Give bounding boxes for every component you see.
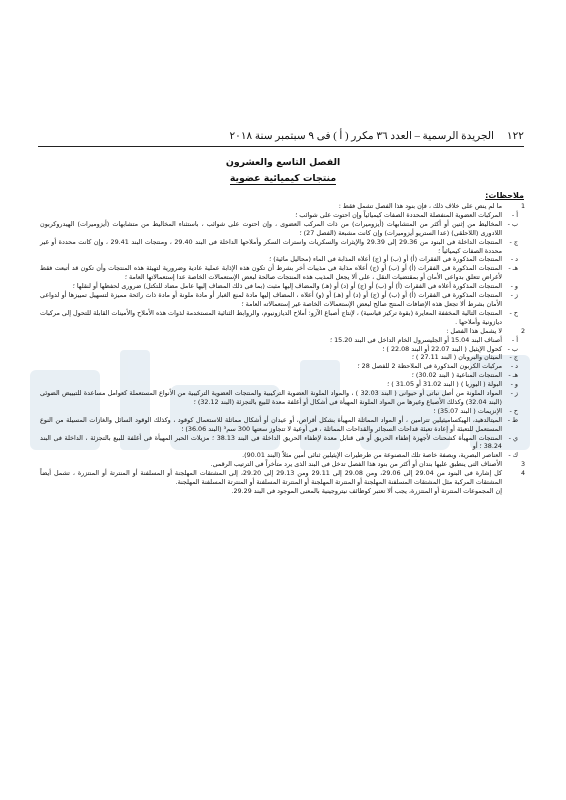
item-letter: هـ - [508, 371, 518, 380]
note-text: المخاليط من إثنين أو أكثر من المتشابهات (أيزوميرات) من ذات المركب العضوى ، وإن احتوت على شوائب ، باستثناء المخاليط من متشابهات (أيزوميرات) الهيدروكربون اللادورى (اللاحلقى) (عدا الستريو أيزوميرات) وإن كانت مشبعة (الفصل 27) ؛ [40, 219, 502, 237]
note-text: المنتجات الداخلة فى البنود من 29.36 إلى 29.39 والإيثرات والسكريات واسترات السكر وأملاحها الداخلة فى البند 29.40 ، ومنتجات البند 29.41 ، وإن كانت محددة أو غير محددة الصفات كيميائياً ؛ [40, 237, 503, 255]
note-text: لا يشمل هذا الفصل : [446, 326, 502, 335]
note-line [40, 211, 528, 220]
page-number: ١٢٢ [506, 131, 524, 142]
item-letter: د - [510, 255, 518, 264]
note-text: مركبات الكربون المذكورة فى الملاحظة 2 للفصل 28 ؛ [357, 362, 502, 371]
note-text: الميثان والبروبان ( البند 27.11 ) ؛ [411, 353, 502, 362]
item-letter: د - [510, 362, 518, 371]
chapter-subtitle: منتجات كيميائية عضوية [229, 173, 337, 184]
note-text: المنتجات المذكورة فى الفقرات (أ) أو (ب) أو (ج) أعلاه مذابة فى مذيبات أخر بشرط أن تكون هذه الإذابة عملية عادية وضرورية لتهيئة هذه المنتجات وأن تكون قد أتبعت فقط لأغراض تتعلق بدواعى الأمان أو بمقتضيات النقل ، على ألا يجعل المذيب هذه المنتجات صالحة لبعض الإستعمالات الخاصة عدا إستعمالاتها العامة ؛ [40, 264, 502, 282]
note-line [40, 291, 528, 309]
notes-heading: ملاحظات: [485, 191, 524, 200]
note-text: كل إشارة فى البنود من 29.04 إلى 29.06، ومن 29.08 إلى 29.11 ومن 29.13 إلى 29.20، إلى المشتقات المهلجنة أو المسلفنة أو المنترتة أو المنتزرة ، تشمل أيضاً المشتقات المركبة مثل المشتقات المسلفنة المهلجنة أو المنترتة المهلجنة أو المنترتة المسلفنة أو المنترتة المسلفنة المهلجنة. [40, 469, 502, 487]
note-line [40, 282, 528, 291]
item-letter: ب - [507, 219, 518, 228]
notes-body [40, 202, 528, 496]
note-text: الأصناف التى ينطبق عليها بندان أو أكثر من بنود هذا الفصل تدخل فى البند الذى يرد متأخراً فى الترتيب الرقمى. [210, 460, 502, 469]
note-line [40, 362, 528, 371]
item-letter: هـ - [508, 264, 518, 273]
item-letter: أ - [511, 335, 518, 344]
note-line [40, 416, 528, 434]
gazette-title: الجريدة الرسمية – العدد ٣٦ مكرر ( أ ) فى ٩ سبتمبر سنة ٢٠١٨ [229, 131, 494, 142]
item-letter: ز - [510, 389, 518, 398]
note-text: المنتجات المناعية ( البند 30.02) ؛ [411, 371, 502, 380]
item-letter: أ - [511, 210, 518, 219]
note-line [40, 380, 528, 389]
item-letter: ز - [510, 291, 518, 300]
chapter-title: الفصل التاسع والعشرون [225, 157, 341, 168]
note-text: البولة ( اليوريا ) ( البند 31.02 أو 31.05 ) ؛ [387, 380, 502, 389]
note-number: 3 [520, 460, 526, 469]
note-text: ما لم ينص على خلاف ذلك ، فإن بنود هذا الفصل تشمل فقط : [338, 202, 502, 210]
note-line [40, 371, 528, 380]
note-text: كحول الإيثيل ( البند 22.07 أو البند 22.08 ) ؛ [382, 344, 502, 353]
note-line [40, 264, 528, 282]
note-line [40, 353, 528, 362]
item-letter: ح - [509, 308, 518, 317]
note-line [40, 238, 528, 256]
note-line [40, 389, 528, 407]
note-line [40, 202, 528, 211]
note-text: العناصر البصرية، وبصفة خاصة تلك المصنوعة من طرطيرات الإيثيلين ثنائى أمين مثلاً (البند 90.01). [242, 451, 502, 460]
page-header [38, 130, 524, 147]
note-text: المواد الملونة من أصل نباتى أو حيوانى ( البند 32.03 ) ، والمواد الملونة العضوية التركيبية والمنتجات العضوية التركيبية من الأنواع المستعملة كعوامل مساعدة للتبييض الضوئى (البند 32.04) وكذلك الأصباغ وغيرها من المواد الملونة المهيأة فى أشكال أو أغلفة معدة للبيع بالتجزئة (البند 32.12) ؛ [40, 389, 502, 406]
item-letter: و - [510, 380, 518, 389]
item-letter: ح - [509, 406, 518, 415]
note-line [40, 220, 528, 238]
note-line [40, 327, 528, 336]
item-letter: و - [510, 282, 518, 291]
note-line [40, 309, 528, 327]
note-text: المنتجات المهيأة كشحنات لأجهزة إطفاء الحريق أو فى قنابل معدة لإطفاء الحريق الداخلة فى البند 38.13 ؛ مزيلات الحبر المهيأة فى أغلفة للبيع بالتجزئة ، الداخلة فى البند 38.24 ؛ أو [40, 433, 502, 451]
note-text: المنتجات المذكورة فى الفقرات (أ) أو (ب) أو (ج) أعلاه المذابة فى الماء (محاليل مائية) ؛ [269, 255, 502, 264]
note-number: 4 [520, 469, 526, 478]
note-line [40, 345, 528, 354]
note-line [40, 460, 528, 469]
note-number: 1 [520, 202, 526, 210]
note-line [40, 407, 528, 416]
note-line [40, 336, 528, 345]
item-letter: ج - [509, 353, 518, 362]
note-line [40, 487, 528, 496]
note-text: المنتجات المذكورة أعلاه فى الفقرات (أ) أو (ب) أو (ج) أو (د) أو (هـ) والمضاف إليها مثبت (بما فى ذلك المضاف إليها عامل مضاد للتكتل) ضرورى لحفظها أو لنقلها ؛ [72, 282, 502, 291]
item-letter: ط - [507, 415, 518, 424]
note-text: الإنزيمات ( البند 35.07) ؛ [433, 406, 502, 415]
note-line [40, 451, 528, 460]
note-text: المنتجات التالية المخففة المعايرة (بقوة تركيز قياسية) ، لإنتاج أصباغ الآزو: أملاح الديازونيوم، والروابط الثنائية المستخدمة لذوات هذه الأملاح والأمينات القابلة للتحول إلى مركبات ديازونية وأملاحها . [40, 308, 502, 326]
note-text: إن المجموعات المنترتة أو المنتزرة، يجب ألا تعتبر كوظائف نيتروجينية بالمعنى الموجود فى البند 29.29. [231, 487, 502, 495]
note-text: أصناف البند 15.04 أو الجليسرول الخام الداخل فى البند 15.20 ؛ [329, 335, 502, 344]
note-line [40, 434, 528, 452]
note-line [40, 469, 528, 487]
item-letter: ي - [508, 433, 518, 442]
item-letter: ج - [509, 237, 518, 246]
item-letter: ك - [508, 451, 518, 460]
note-line [40, 255, 528, 264]
item-letter: ب - [507, 344, 518, 353]
note-text: الميتالدهيد، الهيكساميثيلين تترامين ، أو المواد المماثلة المهيأة بشكل أقراص، أو عيدان أو أشكال مماثلة للاستعمال كوقود ، وكذلك الوقود السائل والغازات المسيلة من النوع المستعمل للتعبئة أو إعادة تعبئة قداحات السجائر والقداحات المماثلة ، فى أوعية لا تتجاوز سعتها 300 سم³ (البند 36.06) ؛ [40, 415, 502, 433]
note-text: المركبات العضوية المنفصلة المحددة الصفات كيميائياً وإن احتوت على شوائب ؛ [295, 210, 502, 219]
note-number: 2 [520, 326, 526, 335]
note-text: المنتجات المذكورة فى الفقرات (أ) أو (ب) أو (ج) أو (د) أو (هـ) أو (و) أعلاه ، المضاف إليها مادة لمنع الغبار أو مادة ملونة أو مادة ذات رائحة مميزة لتسهيل تمييزها أو لدواعى الأمان بشرط ألا تجعل هذه الإضافات المنتج صالح لبعض الإستعمالات الخاصة غير إستعمالاته العامة ؛ [40, 291, 502, 308]
